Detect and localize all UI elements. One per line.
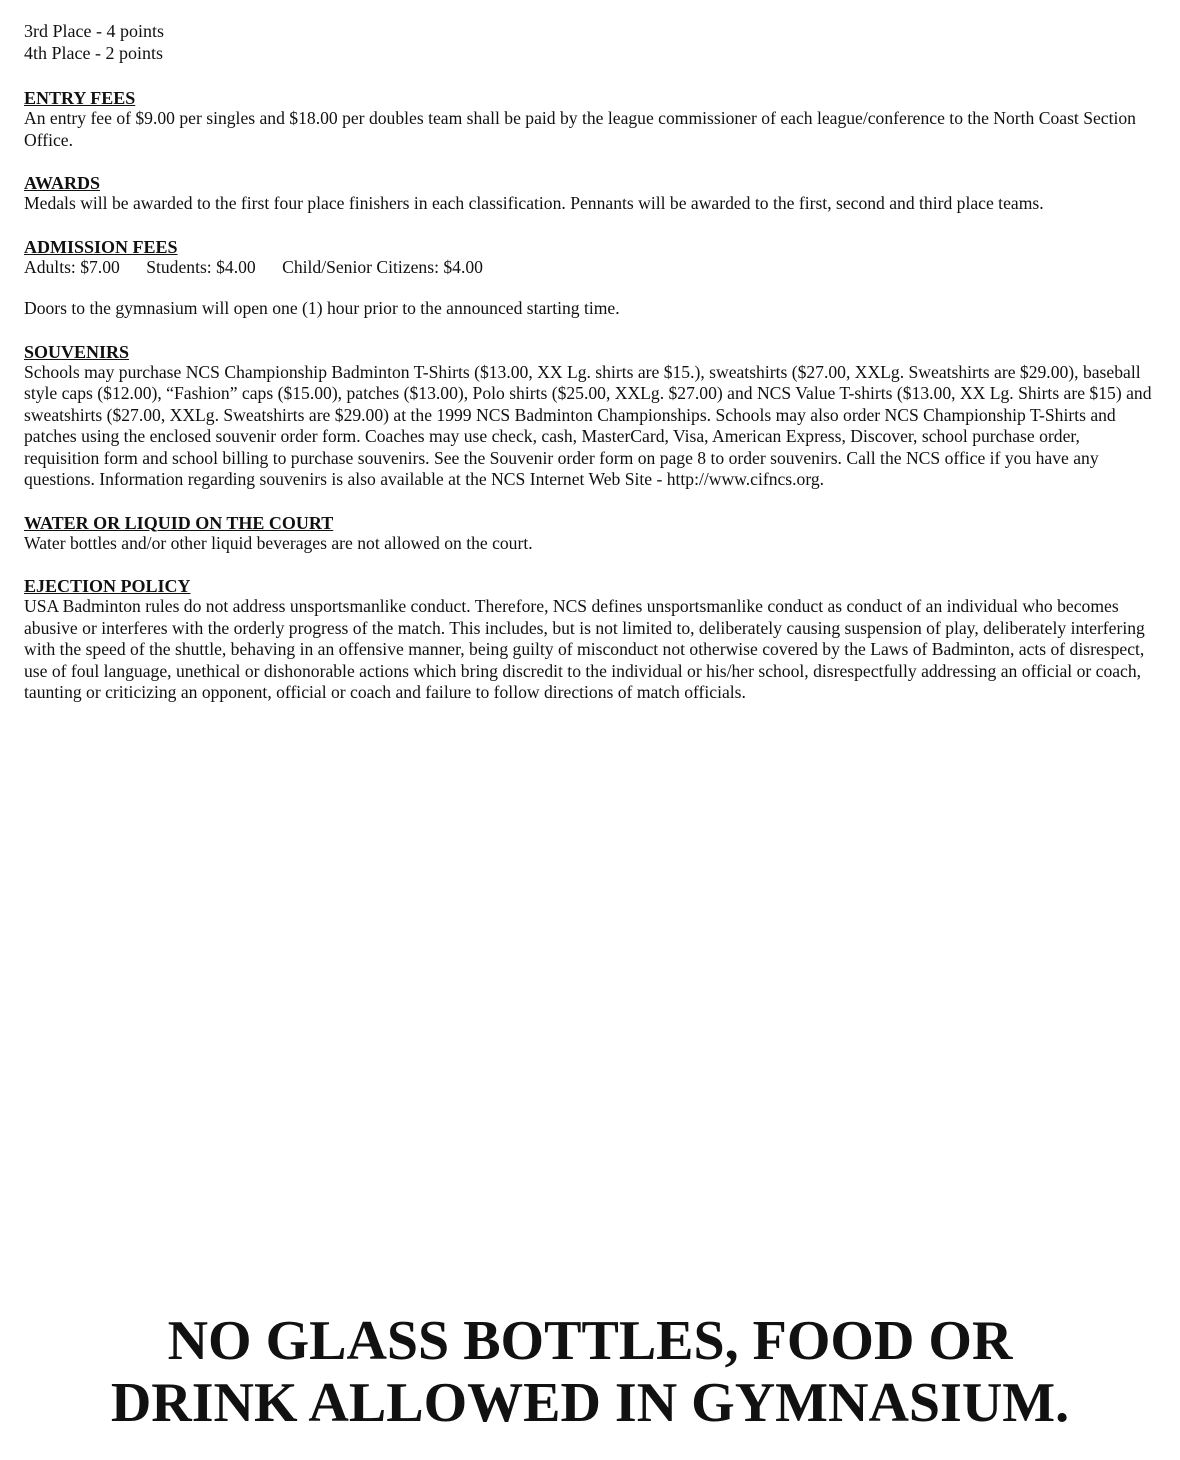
entry-fees-text: An entry fee of $9.00 per singles and $18.00 per doubles team shall be paid by the league commissioner of each league/conference to the North Coast Section Office. <box>24 108 1136 150</box>
doors-opening-note: Doors to the gymnasium will open one (1) hour prior to the announced starting time. <box>24 298 620 318</box>
admission-fees-row <box>24 257 1154 279</box>
awards-text: Medals will be awarded to the first four place finishers in each classification. Pennants will be awarded to the first, second and third place teams. <box>24 193 1044 213</box>
water-heading: WATER OR LIQUID ON THE COURT <box>24 512 334 533</box>
ejection-policy-section <box>24 576 1154 704</box>
entry-fees-heading: ENTRY FEES <box>24 88 136 108</box>
notice-line-2: DRINK ALLOWED IN GYMNASIUM. <box>110 1372 1070 1434</box>
notice-line-1: NO GLASS BOTTLES, FOOD OR <box>167 1310 1013 1372</box>
admission-students: Students: $4.00 <box>146 256 256 277</box>
no-food-notice <box>0 1310 1180 1434</box>
water-text: Water bottles and/or other liquid beverages are not allowed on the court. <box>24 532 533 553</box>
ejection-policy-text: USA Badminton rules do not address unsportsmanlike conduct. Therefore, NCS defines unsportsmanlike conduct as conduct of an individual who becomes abusive or interferes with the orderly progress of the match. This includes, but is not limited to, deliberately causing suspension of play, deliberately interfering with the speed of the shuttle, behaving in an offensive manner, being guilty of misconduct not otherwise covered by the Laws of Badminton, acts of disrespect, use of foul language, unethical or dishonorable actions which bring discredit to the individual or his/her school, disrespectfully addressing an official or coach, taunting or criticizing an opponent, official or coach and failure to follow directions of match officials. <box>24 596 1145 702</box>
admission-child-senior: Child/Senior Citizens: $4.00 <box>282 256 483 277</box>
awards-heading: AWARDS <box>24 173 101 193</box>
awards-section <box>24 173 1154 215</box>
entry-fees-section <box>24 88 1154 151</box>
admission-fees-section <box>24 237 1154 279</box>
admission-adults: Adults: $7.00 <box>24 256 120 277</box>
souvenirs-heading: SOUVENIRS <box>24 341 130 362</box>
ejection-policy-heading: EJECTION POLICY <box>24 576 191 596</box>
document-page <box>24 20 1154 704</box>
water-section <box>24 513 1154 555</box>
souvenirs-section <box>24 342 1154 491</box>
souvenirs-text: Schools may purchase NCS Championship Badminton T-Shirts ($13.00, XX Lg. shirts are $15.), sweatshirts ($27.00, XXLg. Sweatshirts are $29.00), baseball style caps ($12.00), “Fashion” caps ($15.00), patches ($13.00), Polo shirts ($25.00, XXLg. $27.00) and NCS Value T-shirts ($13.00, XX Lg. Shirts are $15) and sweatshirts ($27.00, XXLg. Sweatshirts are $29.00) at the 1999 NCS Badminton Championships. Schools may also order NCS Championship T-Shirts and patches using the enclosed souvenir order form. Coaches may use check, cash, MasterCard, Visa, American Express, Discover, school purchase order, requisition form and school billing to purchase souvenirs. See the Souvenir order form on page 8 to order souvenirs. Call the NCS office if you have any questions. Information regarding souvenirs is also available at the NCS Internet Web Site - http://www.cifncs.org. <box>24 361 1152 489</box>
admission-fees-heading: ADMISSION FEES <box>24 236 178 257</box>
place-points-list <box>24 20 1154 64</box>
third-place-points: 3rd Place - 4 points <box>24 21 164 41</box>
fourth-place-points: 4th Place - 2 points <box>24 43 163 63</box>
